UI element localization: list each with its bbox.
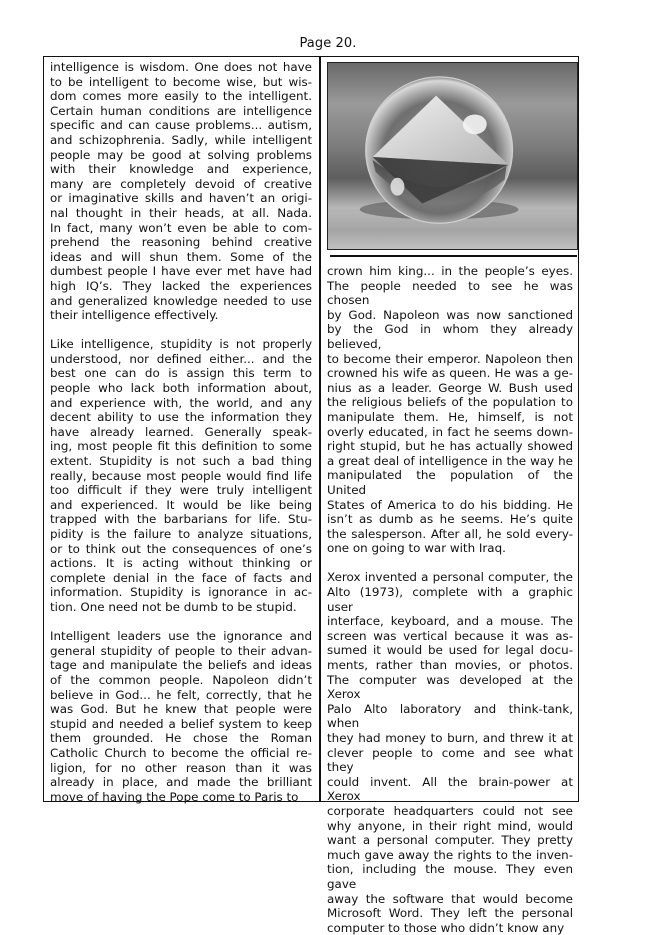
text-line: clever people to come and see what they — [327, 745, 573, 775]
text-line: In fact, many won’t even be able to com- — [50, 220, 312, 235]
text-line: why anyone, in their right mind, would — [327, 818, 573, 833]
text-line: Like intelligence, stupidity is not properly — [50, 337, 312, 352]
paragraph-gap — [327, 556, 573, 571]
text-line: manipulate them. He, himself, is not — [327, 409, 573, 424]
text-line: and schizophrenia. Sadly, while intelligent — [50, 132, 312, 147]
text-line: prehend the reasoning behind creative — [50, 235, 312, 250]
two-column-text-frame — [43, 56, 579, 935]
text-line: nius as a leader. George W. Bush used — [327, 380, 573, 395]
text-line: States of America to do his bidding. He — [327, 497, 573, 512]
text-line: they had money to burn, and threw it at — [327, 731, 573, 745]
text-line: actions. It is acting without thinking or — [50, 556, 312, 571]
text-line: Xerox invented a personal computer, the — [327, 570, 573, 585]
text-line: the salesperson. After all, he sold every- — [327, 526, 573, 541]
text-line: isn’t as dumb as he seems. He’s quite — [327, 512, 573, 527]
text-line: understood, nor defined either... and the — [50, 351, 312, 366]
text-line: many are completely devoid of creative — [50, 176, 312, 191]
paragraph — [50, 629, 312, 804]
text-line: ligion, for no other reason than it was — [50, 760, 312, 775]
text-line: by the God in whom they already believed, — [327, 322, 573, 351]
text-line: specific and can cause problems... autism, — [50, 118, 312, 133]
text-line: high IQ’s. They lacked the experiences — [50, 278, 312, 293]
text-line: to be intelligent to become wise, but wis- — [50, 74, 312, 89]
text-line: dumbest people I have ever met have had — [50, 264, 312, 279]
text-line: tion, including the mouse. They even gave — [327, 862, 573, 891]
text-line: away the software that would become — [327, 891, 573, 906]
text-line: The computer was developed at the Xerox — [327, 672, 573, 702]
text-line: the religious beliefs of the population to — [327, 395, 573, 410]
text-line: overly educated, in fact he seems down- — [327, 424, 573, 439]
page-number: Page 20. — [299, 36, 357, 51]
text-line: Catholic Church to become the official re- — [50, 745, 312, 760]
text-line: their intelligence effectively. — [50, 308, 219, 323]
text-line: decent ability to use the information they — [50, 410, 312, 425]
paragraph — [327, 264, 573, 556]
text-line: Palo Alto laboratory and think-tank, when — [327, 701, 573, 731]
text-line: screen was vertical because it was as- — [327, 628, 573, 643]
text-line: manipulated the population of the United — [327, 468, 573, 497]
text-line: ideas and will shun them. Some of the — [50, 249, 312, 264]
paragraph-gap — [50, 615, 312, 630]
text-line: The people needed to see he was chosen — [327, 278, 573, 308]
text-line: pidity is the failure to analyze situations, — [50, 527, 312, 541]
text-line: people may be good at solving problems — [50, 147, 312, 162]
text-line: intelligence is wisdom. One does not have — [50, 60, 312, 74]
paragraph — [50, 60, 312, 323]
text-line: general stupidity of people to their advan- — [50, 643, 312, 658]
text-line: corporate headquarters could not see — [327, 803, 573, 818]
text-line: was God. But he knew that people were — [50, 702, 312, 717]
text-line: move of having the Pope come to Paris to — [50, 789, 299, 804]
text-line: of the common people. Napoleon didn’t — [50, 672, 312, 687]
left-column — [50, 60, 312, 804]
text-line: too difficult if they were truly intelligent — [50, 483, 312, 498]
paragraph — [327, 570, 573, 935]
paragraph — [50, 337, 312, 614]
text-line: interface, keyboard, and a mouse. The — [327, 614, 573, 629]
glass-sphere-pyramid-icon — [328, 63, 577, 249]
text-line: with their knowledge and experience, — [50, 162, 312, 177]
text-line: stupid and needed a belief system to keep — [50, 716, 312, 731]
text-line: really, because most people would find life — [50, 468, 312, 483]
text-line: crowned his wife as queen. He was a ge- — [327, 366, 573, 381]
text-line: Microsoft Word. They left the personal — [327, 906, 573, 921]
paragraph-gap — [50, 323, 312, 338]
figure-image — [327, 62, 578, 250]
text-line: nal thought in their heads, at all. Nada. — [50, 205, 312, 220]
text-line: and experience with, the world, and any — [50, 395, 312, 410]
text-line: by God. Napoleon was now sanctioned — [327, 307, 573, 322]
text-line: ing, most people fit this definition to some — [50, 439, 312, 454]
text-line: tion. One need not be dumb to be stupid. — [50, 599, 297, 614]
text-line: ments, rather than movies, or photos. — [327, 658, 573, 673]
text-line: and generalized knowledge needed to use — [50, 293, 312, 308]
text-line: already in place, and made the brilliant — [50, 775, 312, 790]
text-line: and experienced. It would be like being — [50, 497, 312, 512]
text-line: a great deal of intelligence in the way he — [327, 453, 573, 468]
text-line: best one can do is assign this term to — [50, 366, 312, 381]
text-line: right stupid, but he has actually showed — [327, 439, 573, 454]
text-line: sumed it would be used for legal docu- — [327, 643, 573, 658]
text-line: believe in God... he felt, correctly, that he — [50, 687, 312, 702]
text-line: one on going to war with Iraq. — [327, 541, 506, 556]
text-line: people who lack both information about, — [50, 381, 312, 396]
text-line: Certain human conditions are intelligence — [50, 103, 312, 118]
text-line: much gave away the rights to the inven- — [327, 847, 573, 862]
right-column — [327, 264, 573, 935]
text-line: trapped with the barbarians for life. Stu- — [50, 512, 312, 527]
text-line: could invent. All the brain-power at Xerox — [327, 774, 573, 804]
text-line: tage and manipulate the beliefs and ideas — [50, 658, 312, 673]
text-line: Intelligent leaders use the ignorance and — [50, 629, 312, 644]
text-line: information. Stupidity is ignorance in ac- — [50, 585, 312, 600]
text-line: Alto (1973), complete with a graphic user — [327, 585, 573, 614]
text-line: crown him king... in the people’s eyes. — [327, 264, 573, 278]
text-line: extent. Stupidity is not such a bad thing — [50, 454, 312, 469]
text-line: to become their emperor. Napoleon then — [327, 351, 573, 366]
text-line: want a personal computer. They pretty — [327, 833, 573, 848]
column-divider — [319, 57, 321, 801]
text-line: them grounded. He chose the Roman — [50, 731, 312, 746]
text-line: or to think out the consequences of one’s — [50, 541, 312, 556]
text-line: have already learned. Generally speak- — [50, 424, 312, 439]
text-line: dom comes more easily to the intelligent. — [50, 89, 312, 104]
figure-bottom-rule — [330, 255, 577, 257]
text-line: complete denial in the face of facts and — [50, 570, 312, 585]
text-line: or imaginative skills and haven’t an origi- — [50, 191, 312, 206]
text-line: computer to those who didn’t know any — [327, 920, 565, 935]
